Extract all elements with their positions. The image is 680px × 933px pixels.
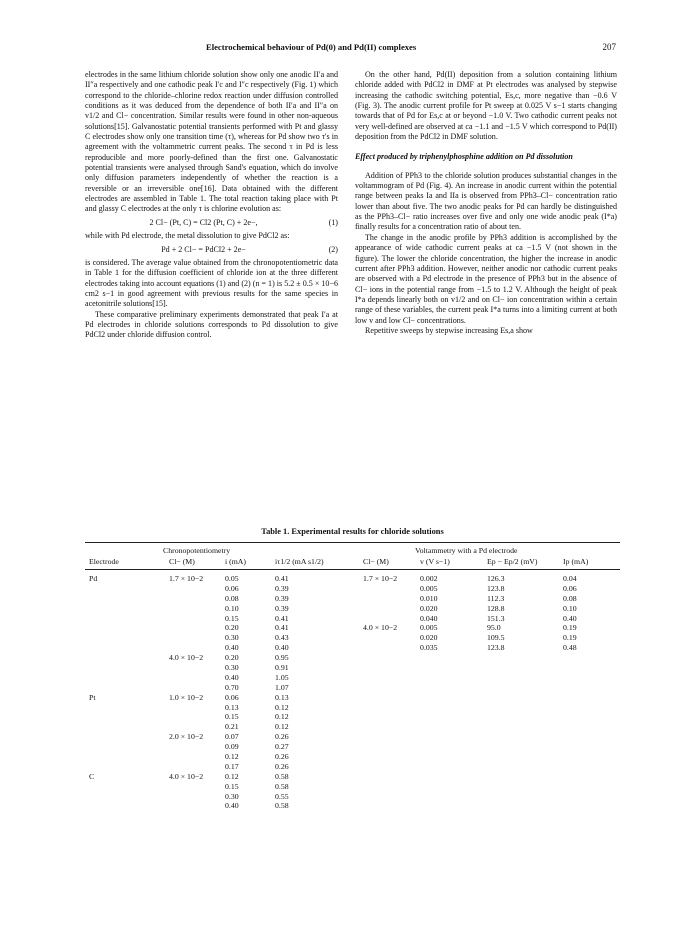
right-column — [355, 70, 617, 336]
table-row — [85, 752, 620, 762]
table-cell: 123.8 — [487, 583, 505, 593]
table-cell: 0.15 — [225, 781, 239, 791]
table-row — [85, 762, 620, 772]
page-header — [88, 42, 616, 56]
table-row — [85, 623, 620, 633]
table-cell: 4.0 × 10−2 — [363, 623, 398, 633]
table-cell: 0.12 — [225, 752, 239, 762]
table-cell: 0.010 — [420, 593, 438, 603]
equation-number: (2) — [328, 244, 338, 254]
table-cell: 0.41 — [275, 574, 289, 583]
equation-number: (1) — [328, 217, 338, 227]
left-column — [85, 70, 338, 341]
table-cell: 0.15 — [225, 613, 239, 623]
table-cell: 0.12 — [275, 712, 289, 722]
table-cell: 0.13 — [225, 702, 239, 712]
table-row — [85, 673, 620, 683]
table-cell: 1.7 × 10−2 — [363, 574, 398, 583]
table-row — [85, 614, 620, 624]
table-cell: 0.30 — [225, 633, 239, 643]
table-cell: 0.48 — [563, 643, 577, 653]
table-cell: 1.0 × 10−2 — [169, 692, 204, 702]
table-row — [85, 693, 620, 703]
column-header: iτ1/2 (mA s1/2) — [275, 557, 324, 566]
table-cell: 0.06 — [225, 692, 239, 702]
table-cell: 0.58 — [275, 771, 289, 781]
table-cell: 151.3 — [487, 613, 505, 623]
table-cell: 0.39 — [275, 593, 289, 603]
paragraph: On the other hand, Pd(II) deposition from a solution containing lithium chloride added with PdCl2 in DMF at Pt electrodes was analysed by stepwise increasing the cathodic switching potential, Es,c, more negative than −0.6 V (Fig. 3). The anodic current profile for Pt sweep at 0.025 V s−1 starts changing towards that of Pd for Es,c at or beyond −1.0 V. Two cathodic current peaks not very well-defined are observed at ca −1.1 and −1.5 V which correspond to Pd(II) deposition from the PdCl2 in DMF solution. — [355, 70, 617, 142]
table-cell: 0.035 — [420, 643, 438, 653]
table-cell: 0.12 — [275, 722, 289, 732]
table-cell: 1.7 × 10−2 — [169, 574, 204, 583]
paragraph: Addition of PPh3 to the chloride solution produces substantial changes in the voltammogram of Pd (Fig. 4). An increase in anodic current within the potential range between peaks Ia and IIa is observed from PPh3–Cl− concentration ratio lower than about five. The two anodic peaks for Pd can hardly be distinguished as the PPh3–Cl− ratio increases over five and only one wide anodic peak (I*a) finally results for a concentration ratio of about ten. — [355, 170, 617, 232]
table-cell: 0.15 — [225, 712, 239, 722]
table-cell: 0.20 — [225, 653, 239, 663]
table-cell: 109.5 — [487, 633, 505, 643]
table-cell: 128.8 — [487, 603, 505, 613]
table-cell: 0.005 — [420, 583, 438, 593]
column-header: v (V s−1) — [420, 557, 450, 566]
table-cell: 0.08 — [225, 593, 239, 603]
table-cell: 0.020 — [420, 633, 438, 643]
table-cell: 0.30 — [225, 663, 239, 673]
table-row — [85, 584, 620, 594]
table-cell: Pd — [89, 574, 98, 583]
table-cell: 0.19 — [563, 633, 577, 643]
table-cell: 112.3 — [487, 593, 505, 603]
table-row — [85, 772, 620, 782]
table-cell: 0.040 — [420, 613, 438, 623]
table-cell: 2.0 × 10−2 — [169, 732, 204, 742]
table-cell: 0.06 — [225, 583, 239, 593]
running-title: Electrochemical behaviour of Pd(0) and Pd(II) complexes — [206, 42, 417, 52]
table-cell: 0.05 — [225, 574, 239, 583]
table-cell: 0.06 — [563, 583, 577, 593]
table-cell: 0.27 — [275, 742, 289, 752]
table-row — [85, 792, 620, 802]
equation-body: Pd + 2 Cl− = PdCl2 + 2e− — [161, 244, 246, 254]
table-row — [85, 732, 620, 742]
table-row — [85, 782, 620, 792]
table-row — [85, 683, 620, 693]
table-cell: 0.09 — [225, 742, 239, 752]
table-row — [85, 722, 620, 732]
table-cell: 0.12 — [225, 771, 239, 781]
table-row — [85, 703, 620, 713]
table-cell: 0.26 — [275, 761, 289, 771]
table-cell: 0.40 — [275, 643, 289, 653]
table-row — [85, 801, 620, 811]
equation-body: 2 Cl− (Pt, C) = Cl2 (Pt, C) + 2e−, — [149, 217, 258, 227]
table-row — [85, 712, 620, 722]
table-cell: C — [89, 771, 95, 781]
table-cell: 95.0 — [487, 623, 501, 633]
table-cell: 1.07 — [275, 682, 289, 692]
table-cell: 0.20 — [225, 623, 239, 633]
table-cell: 0.39 — [275, 583, 289, 593]
table-body — [85, 570, 620, 811]
table-cell: 0.08 — [563, 593, 577, 603]
group-header-voltammetry: Voltammetry with a Pd electrode — [415, 546, 518, 555]
table-cell: 0.70 — [225, 682, 239, 692]
section-heading: Effect produced by triphenylphosphine addition on Pd dissolution — [355, 152, 573, 162]
table-row — [85, 604, 620, 614]
table-cell: 0.26 — [275, 752, 289, 762]
table-row — [85, 643, 620, 653]
paragraph: while with Pd electrode, the metal dissolution to give PdCl2 as: — [85, 231, 290, 241]
table-cell: 0.19 — [563, 623, 577, 633]
table-row — [85, 663, 620, 673]
page-number: 207 — [602, 42, 616, 52]
table-cell: 0.26 — [275, 732, 289, 742]
table-cell: 4.0 × 10−2 — [169, 771, 204, 781]
table-cell: 0.91 — [275, 663, 289, 673]
table-cell: 123.8 — [487, 643, 505, 653]
table-cell: 0.005 — [420, 623, 438, 633]
table-cell: 126.3 — [487, 574, 505, 583]
table-cell: 0.12 — [275, 702, 289, 712]
paragraph: is considered. The average value obtained from the chronopotentiometric data in Table 1 for the diffusion coefficient of chloride ion at the three different electrodes taking into account equations (1) and (2) (n = 1) is 5.2 ± 0.5 × 10−6 cm2 s−1 in good agreement with previous results for the same species in acetonitrile solutions[15]. — [85, 257, 338, 309]
table-caption: Table 1. Experimental results for chloride solutions — [261, 527, 444, 536]
table-cell: 0.41 — [275, 623, 289, 633]
column-header: Electrode — [89, 557, 119, 566]
table-cell: Pt — [89, 692, 96, 702]
table-cell: 0.95 — [275, 653, 289, 663]
table-cell: 0.58 — [275, 781, 289, 791]
paragraph: electrodes in the same lithium chloride solution show only one anodic II′a and II″a respectively and one cathodic peak I′c and I″c respectively (Fig. 1) which correspond to the chloride–chlorine redox reaction under diffusion controlled conditions as it was deduced from the dependence of both II′a and II″a on v1/2 and Cl− concentration. Similar results were found in other non-aqueous solutions[15]. Galvanostatic potential transients performed with Pt and glassy C electrodes show only one transition time (τ), whereas for Pd show two τ's in agreement with the voltammetric current peaks. The second τ in Pd is less reproducible and more poorly-defined than the first one. Galvanostatic potential transients were analysed through Sand's equation, which do involve only diffusion parameters independently of whether the reaction is a reversible or an irreversible one[16]. Data obtained with the different electrodes are assembled in Table 1. The total reaction taking place with Pt and glassy C electrodes at the only τ is chlorine evolution as: — [85, 70, 338, 214]
table-cell: 0.07 — [225, 732, 239, 742]
table-cell: 0.40 — [563, 613, 577, 623]
table-row — [85, 633, 620, 643]
table-cell: 4.0 × 10−2 — [169, 653, 204, 663]
equation-1 — [85, 218, 338, 228]
table-cell: 1.05 — [275, 672, 289, 682]
table-cell: 0.39 — [275, 603, 289, 613]
paragraph: These comparative preliminary experiments demonstrated that peak I′a at Pd electrodes in chloride solutions corresponds to Pd dissolution to give PdCl2 under chloride diffusion control. — [85, 309, 338, 340]
table-row — [85, 742, 620, 752]
table-cell: 0.55 — [275, 791, 289, 801]
table-row — [85, 574, 620, 584]
table-cell: 0.58 — [275, 801, 289, 811]
table-cell: 0.002 — [420, 574, 438, 583]
table-cell: 0.17 — [225, 761, 239, 771]
table-cell: 0.10 — [225, 603, 239, 613]
table-row — [85, 653, 620, 663]
group-header-chronopotentiometry: Chronopotentiometry — [163, 546, 231, 555]
table-cell: 0.40 — [225, 672, 239, 682]
table-cell: 0.13 — [275, 692, 289, 702]
table-cell: 0.41 — [275, 613, 289, 623]
column-header: i (mA) — [225, 557, 247, 566]
table-cell: 0.30 — [225, 791, 239, 801]
table-cell: 0.21 — [225, 722, 239, 732]
column-header: Cl− (M) — [169, 557, 195, 566]
table-header — [85, 543, 620, 569]
table-cell: 0.04 — [563, 574, 577, 583]
table-row — [85, 594, 620, 604]
equation-2 — [85, 245, 338, 255]
table-cell: 0.40 — [225, 801, 239, 811]
paragraph: Repetitive sweeps by stepwise increasing Es,a show — [365, 325, 533, 335]
results-table — [85, 527, 620, 811]
table-cell: 0.10 — [563, 603, 577, 613]
column-header: Ip (mA) — [563, 557, 589, 566]
table-cell: 0.40 — [225, 643, 239, 653]
paragraph: The change in the anodic profile by PPh3 addition is accomplished by the appearance of wide cathodic current peaks at ca −1.5 V (not shown in the figure). The lower the chloride concentration, the higher the increase in anodic current after PPh3 addition. However, neither anodic nor cathodic current peaks are observed with a Pd electrode in the presence of PPh3 but in the absence of Cl− ions in the potential range from −1.5 to 1.2 V. Although the height of peak I*a depends linearly both on v1/2 and on Cl− ion concentration within a certain range of these variables, the current peak I*a turns into a limiting current at both low v and low Cl− concentrations. — [355, 232, 617, 325]
table-cell: 0.020 — [420, 603, 438, 613]
table-cell: 0.43 — [275, 633, 289, 643]
column-header: Ep − Ep/2 (mV) — [487, 557, 538, 566]
column-header: Cl− (M) — [363, 557, 389, 566]
